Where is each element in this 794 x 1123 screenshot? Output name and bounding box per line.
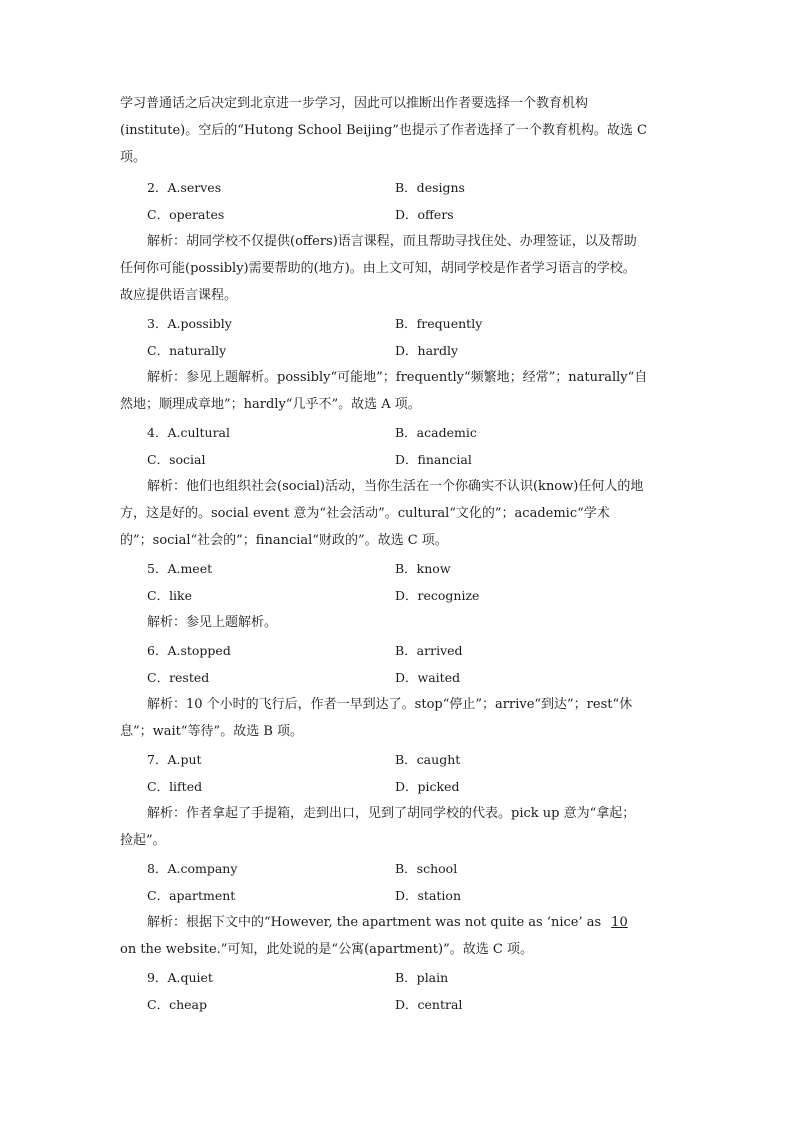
q3-option-a: 3．A.possibly xyxy=(147,316,232,331)
intro-line-3: 项。 xyxy=(120,150,147,165)
q5-option-a: 5．A.meet xyxy=(147,561,213,576)
q7-option-d: D．picked xyxy=(395,779,460,794)
q6-option-d: D．waited xyxy=(395,670,461,685)
q4-option-c: C．social xyxy=(147,452,206,467)
q3-explanation-line-2: 然地；顺理成章地”；hardly“几乎不”。故选 A 项。 xyxy=(120,397,421,412)
q3-option-d: D．hardly xyxy=(395,343,459,358)
q6-explanation-line-2: 息”；wait“等待”。故选 B 项。 xyxy=(120,724,304,739)
intro-line-1: 学习普通话之后决定到北京进一步学习，因此可以推断出作者要选择一个教育机构 xyxy=(120,96,589,111)
q2-explanation-line-3: 故应提供语言课程。 xyxy=(120,288,238,303)
q9-option-a: 9．A.quiet xyxy=(147,970,213,985)
q5-option-b: B．know xyxy=(395,561,451,576)
q4-explanation-line-1: 解析：他们也组织社会(social)活动，当你生活在一个你确实不认识(know)任何人的地 xyxy=(147,479,644,494)
q4-explanation-line-2: 方，这是好的。social event 意为“社会活动”。cultural“文化的”；academic“学术 xyxy=(120,506,610,521)
q2-option-a: 2．A.serves xyxy=(147,180,222,195)
q7-option-a: 7．A.put xyxy=(147,752,202,767)
q3-explanation-line-1: 解析：参见上题解析。possibly“可能地”；frequently“频繁地；经常”；naturally“自 xyxy=(147,370,648,385)
q5-option-d: D．recognize xyxy=(395,588,480,603)
q5-explanation-line-1: 解析：参见上题解析。 xyxy=(147,615,278,630)
q4-option-b: B．academic xyxy=(395,425,477,440)
intro-line-2: (institute)。空后的“Hutong School Beijing”也提示了作者选择了一个教育机构。故选 C xyxy=(120,123,647,138)
blank-number: 10 xyxy=(611,915,628,930)
q8-option-a: 8．A.company xyxy=(147,861,238,876)
q5-option-c: C．like xyxy=(147,588,193,603)
q7-explanation-line-1: 解析：作者拿起了手提箱，走到出口，见到了胡同学校的代表。pick up 意为“拿起； xyxy=(147,806,636,821)
q8-option-d: D．station xyxy=(395,888,462,903)
q9-option-d: D．central xyxy=(395,997,463,1012)
q3-option-c: C．naturally xyxy=(147,343,227,358)
q8-option-b: B．school xyxy=(395,861,458,876)
q8-option-c: C．apartment xyxy=(147,888,236,903)
q7-option-b: B．caught xyxy=(395,752,461,767)
q9-option-c: C．cheap xyxy=(147,997,207,1012)
q3-option-b: B．frequently xyxy=(395,316,483,331)
q6-option-b: B．arrived xyxy=(395,643,463,658)
q4-explanation-line-3: 的”；social“社会的”；financial“财政的”。故选 C 项。 xyxy=(120,533,448,548)
q7-explanation-line-2: 捡起”。 xyxy=(120,833,166,848)
q9-option-b: B．plain xyxy=(395,970,449,985)
q8-explanation-line-2: on the website.”可知，此处说的是“公寓(apartment)”。故选 C 项。 xyxy=(120,942,533,957)
q2-explanation-line-1: 解析：胡同学校不仅提供(offers)语言课程，而且帮助寻找住处、办理签证，以及帮助 xyxy=(147,234,637,249)
q6-option-a: 6．A.stopped xyxy=(147,643,231,658)
q8-explanation-line-1 xyxy=(147,909,702,936)
q2-option-d: D．offers xyxy=(395,207,454,222)
q4-option-a: 4．A.cultural xyxy=(147,425,231,440)
q2-explanation-line-2: 任何你可能(possibly)需要帮助的(地方)。由上文可知，胡同学校是作者学习语言的学校。 xyxy=(120,261,636,276)
q7-option-c: C．lifted xyxy=(147,779,203,794)
q6-explanation-line-1: 解析：10 个小时的飞行后，作者一早到达了。stop“停止”；arrive“到达”；rest“休 xyxy=(147,697,633,712)
q4-option-d: D．financial xyxy=(395,452,472,467)
q6-option-c: C．rested xyxy=(147,670,210,685)
q2-option-b: B．designs xyxy=(395,180,465,195)
q2-option-c: C．operates xyxy=(147,207,225,222)
q8-explanation-text: 解析：根据下文中的“However, the apartment was not quite as ‘nice’ as xyxy=(147,915,602,930)
